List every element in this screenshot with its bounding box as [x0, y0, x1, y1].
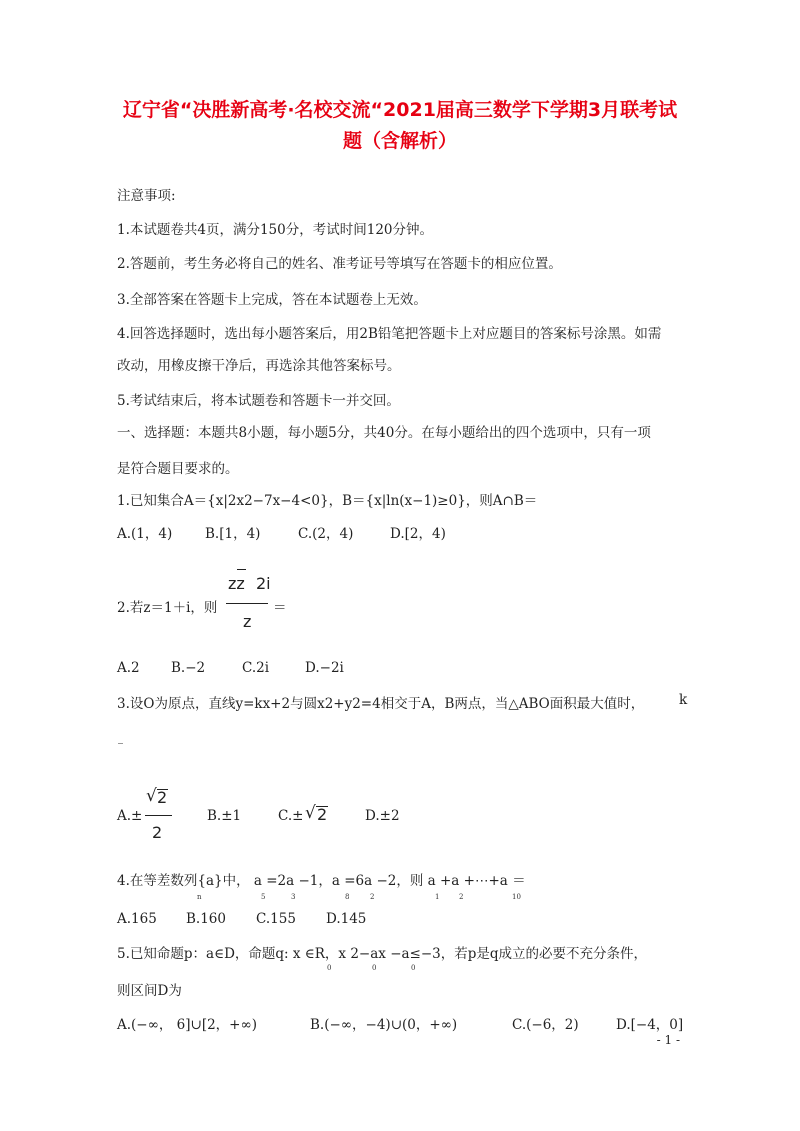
q2-option-d: D.−2i [305, 660, 344, 676]
fraction-numerator-zz: zz [228, 574, 245, 593]
q3-option-c-radicand: 2 [317, 805, 328, 824]
q5-option-c: C.(−6，2) [512, 1017, 579, 1033]
q4-option-c: C.155 [256, 911, 296, 927]
q3-option-d: D.±2 [365, 808, 400, 824]
q4-subscript: 5 [261, 893, 266, 901]
q4-option-d: D.145 [326, 911, 367, 927]
notice-item-2: 2.答题前，考生务必将自己的姓名、准考证号等填写在答题卡的相应位置。 [117, 256, 562, 272]
q3-option-a-fraction-bar [145, 815, 172, 816]
q1-option-a: A.(1，4) [117, 526, 173, 542]
q4-subscript: n [197, 893, 202, 901]
section-heading: 一、选择题：本题共8小题，每小题5分，共40分。在每小题给出的四个选项中，只有一项 [117, 425, 651, 441]
q2-option-a: A.2 [117, 660, 140, 676]
conjugate-bar [237, 569, 246, 570]
q5-subscript: 0 [372, 964, 377, 972]
notice-item-1: 1.本试题卷共4页，满分150分，考试时间120分钟。 [117, 222, 434, 238]
q5-subscript: 0 [327, 964, 332, 972]
fraction-bar [226, 603, 268, 604]
question-3-stem: 3.设O为原点，直线y=kx+2与圆x2+y2=4相交于A，B两点，当△ABO面积最大值时， [117, 696, 645, 712]
q5-option-d: D.[−4，0] [616, 1017, 684, 1033]
q1-option-b: B.[1，4) [205, 526, 261, 542]
q4-subscript: 3 [291, 893, 296, 901]
sqrt-icon: √ [146, 786, 157, 806]
q4-subscript: 2 [459, 893, 464, 901]
section-heading-cont: 是符合题目要求的。 [117, 461, 239, 477]
q3-k: k [679, 692, 688, 708]
q4-subscript: 8 [345, 893, 350, 901]
q2-equals: ＝ [273, 600, 287, 616]
question-5-stem-cont: 则区间D为 [117, 983, 182, 999]
q5-subscript: 0 [411, 964, 416, 972]
notice-item-4: 4.回答选择题时，选出每小题答案后，用2B铅笔把答题卡上对应题目的答案标号涂黑。如需 [117, 326, 662, 342]
document-title-line2: 题（含解析） [342, 130, 457, 152]
notice-item-5: 5.考试结束后，将本试题卷和答题卡一并交回。 [117, 393, 400, 409]
q3-option-a-denominator: 2 [152, 823, 163, 842]
q5-option-b: B.(−∞，−4)∪(0，+∞) [310, 1017, 458, 1033]
stray-mark [118, 743, 123, 744]
q4-subscript: 10 [512, 893, 521, 901]
q4-subscript: 2 [370, 893, 375, 901]
q3-option-a-prefix: A.± [117, 808, 143, 824]
notice-item-4-cont: 改动，用橡皮擦干净后，再选涂其他答案标号。 [117, 358, 401, 374]
question-2-stem: 2.若z＝1＋i，则 [117, 600, 218, 616]
page-number: - 1 - [656, 1033, 680, 1047]
fraction-numerator-2i: 2i [256, 574, 271, 593]
q1-option-d: D.[2，4) [390, 526, 446, 542]
document-title-line1: 辽宁省“决胜新高考·名校交流“2021届高三数学下学期3月联考试 [122, 99, 678, 121]
q3-option-c-prefix: C.± [278, 808, 304, 824]
q2-option-b: B.−2 [171, 660, 206, 676]
q4-option-b: B.160 [186, 911, 226, 927]
q5-option-a: A.(−∞， 6]∪[2，+∞) [117, 1017, 258, 1033]
question-5-stem: 5.已知命题p：a∈D，命题q: x ∈R，x 2−ax −a≤−3，若p是q成立的必要不充分条件， [117, 946, 648, 962]
question-1-stem: 1.已知集合A＝{x|2x2−7x−4<0}，B＝{x|ln(x−1)≥0}，则A∩B＝ [117, 493, 538, 509]
q4-option-a: A.165 [117, 911, 157, 927]
question-4-stem: 4.在等差数列{a}中， a =2a −1，a =6a −2，则 a +a +⋯+a ＝ [117, 873, 526, 889]
q4-subscript: 1 [435, 893, 440, 901]
q2-option-c: C.2i [242, 660, 270, 676]
q3-option-b: B.±1 [207, 808, 242, 824]
fraction-denominator: z [243, 612, 252, 631]
notice-heading: 注意事项: [117, 188, 176, 204]
sqrt-icon: √ [305, 803, 316, 823]
notice-item-3: 3.全部答案在答题卡上完成，答在本试题卷上无效。 [117, 292, 427, 308]
q1-option-c: C.(2，4) [298, 526, 354, 542]
q3-option-a-numerator: 2 [157, 788, 168, 807]
